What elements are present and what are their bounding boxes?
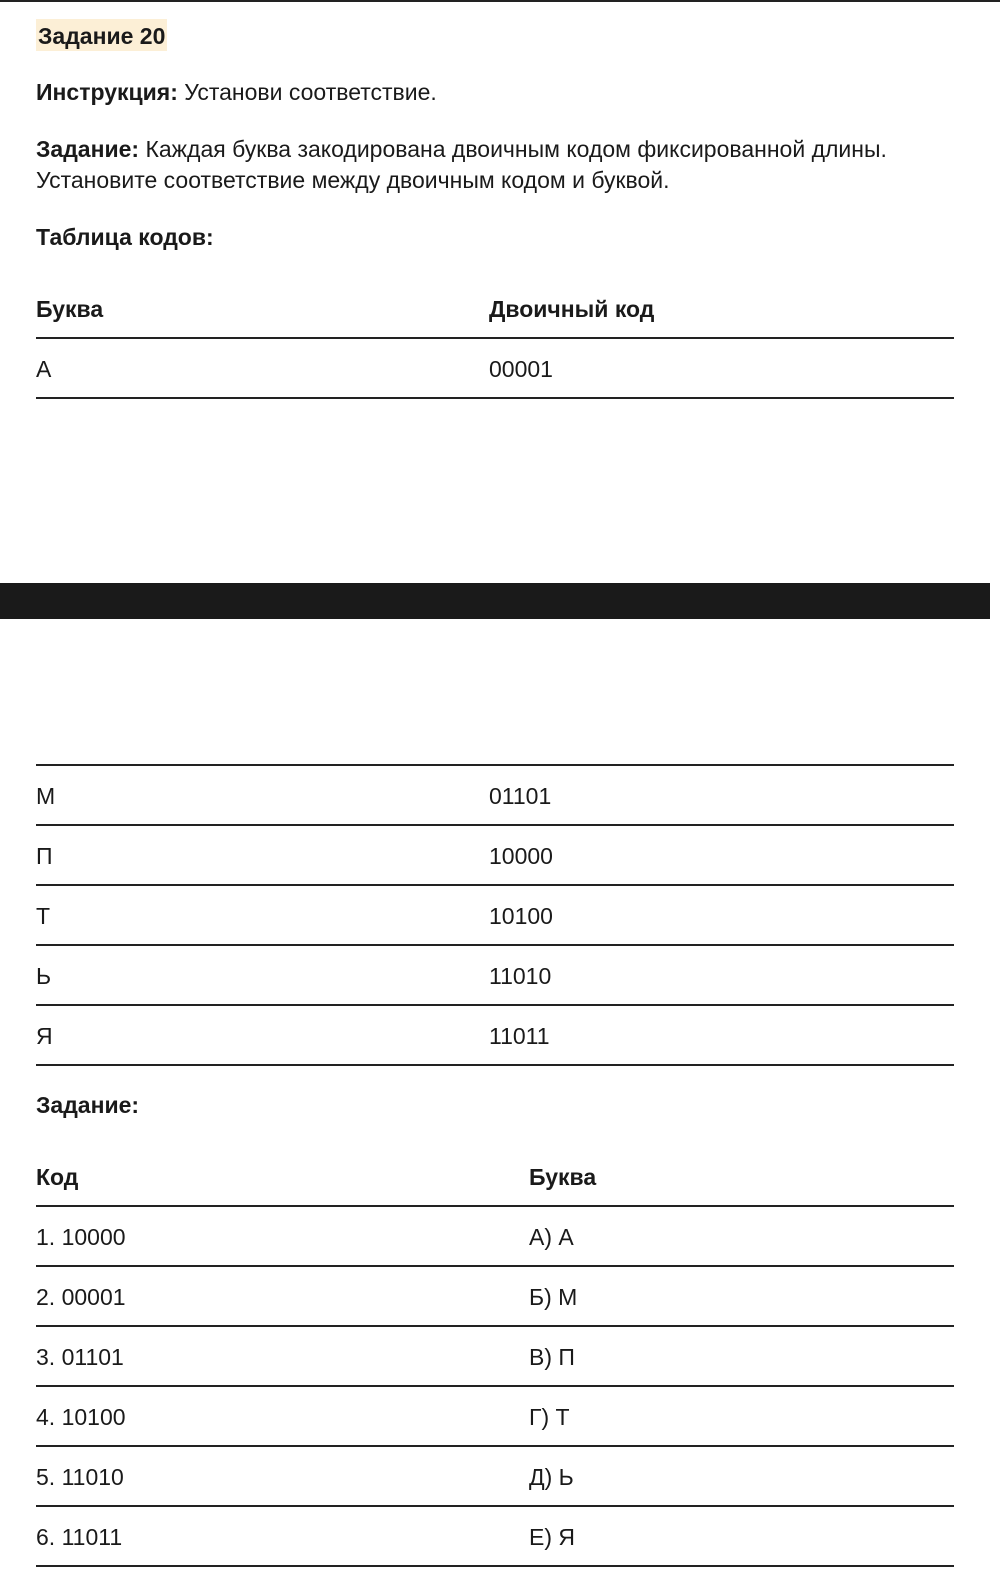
code-cell: 01101 — [489, 783, 552, 809]
letter-option: А) А — [529, 1224, 574, 1250]
task-text-line2: Установите соответствие между двоичным кодом и буквой. — [36, 167, 670, 193]
letter-cell: Ь — [36, 963, 52, 989]
task-title: Задание 20 — [36, 19, 167, 51]
instruction-text: Установи соответствие. — [177, 79, 437, 105]
table-row — [36, 1006, 954, 1066]
code-cell: 11010 — [489, 963, 552, 989]
code-option: 2. 00001 — [36, 1284, 126, 1310]
code-option: 6. 11011 — [36, 1524, 123, 1550]
table-row — [36, 766, 954, 826]
letter-option: В) П — [529, 1344, 575, 1370]
header-letter: Буква — [36, 296, 104, 322]
code-cell: 10100 — [489, 903, 553, 929]
code-table — [36, 279, 954, 399]
top-divider — [0, 0, 1000, 2]
table-row — [36, 946, 954, 1006]
instruction-label: Инструкция: — [36, 79, 178, 105]
letter-option: Е) Я — [529, 1524, 575, 1550]
table-row — [36, 1327, 954, 1387]
code-option: 1. 10000 — [36, 1224, 126, 1250]
answer-table — [36, 1147, 954, 1567]
code-option: 5. 11010 — [36, 1464, 124, 1490]
table-row — [36, 826, 954, 886]
task-label: Задание: — [36, 136, 140, 162]
table-row — [36, 1207, 954, 1267]
answer-table-header — [36, 1147, 954, 1207]
code-cell: 00001 — [489, 356, 553, 382]
letter-option: Г) Т — [529, 1404, 570, 1430]
letter-cell: М — [36, 783, 56, 809]
code-option: 4. 10100 — [36, 1404, 126, 1430]
code-option: 3. 01101 — [36, 1344, 124, 1370]
table-row — [36, 1447, 954, 1507]
table-row — [36, 1267, 954, 1327]
task-text-line1: Каждая буква закодирована двоичным кодом фиксированной длины. — [139, 136, 887, 162]
code-table-continued — [36, 764, 954, 1066]
dark-band — [0, 583, 990, 619]
letter-cell: Т — [36, 903, 51, 929]
code-table-heading: Таблица кодов: — [36, 224, 214, 250]
header-binary-code: Двоичный код — [489, 296, 655, 322]
letter-cell: А — [36, 356, 52, 382]
answer-table-heading: Задание: — [36, 1092, 140, 1118]
header-letter: Буква — [529, 1164, 597, 1190]
code-cell: 10000 — [489, 843, 553, 869]
letter-option: Д) Ь — [529, 1464, 574, 1490]
table-row — [36, 1387, 954, 1447]
letter-option: Б) М — [529, 1284, 578, 1310]
table-row — [36, 339, 954, 399]
letter-cell: Я — [36, 1023, 53, 1049]
task-description — [36, 134, 966, 196]
letter-cell: П — [36, 843, 53, 869]
table-row — [36, 1507, 954, 1567]
instruction-paragraph — [36, 77, 966, 108]
code-table-header — [36, 279, 954, 339]
table-row — [36, 886, 954, 946]
header-code: Код — [36, 1164, 79, 1190]
code-cell: 11011 — [489, 1023, 550, 1049]
